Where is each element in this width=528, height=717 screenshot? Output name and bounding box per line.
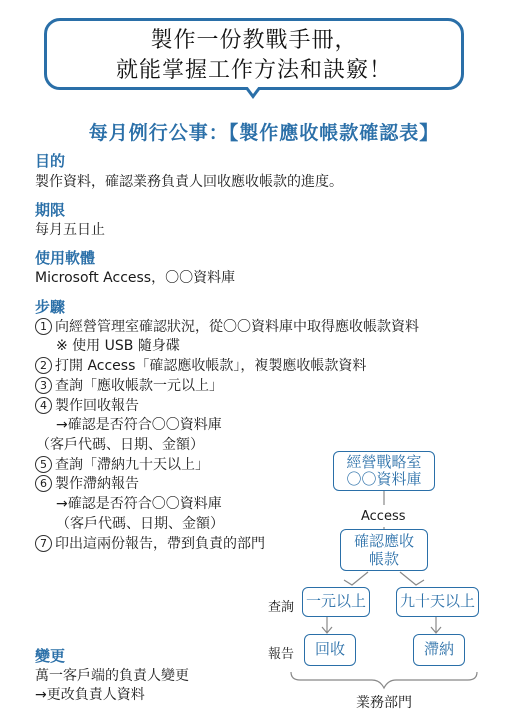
- bubble-line-1: 製作一份教戰手冊，: [150, 28, 358, 53]
- step-number: 2: [35, 357, 52, 374]
- software-heading: 使用軟體: [35, 249, 96, 267]
- report-overdue-box: 滯納: [413, 634, 465, 666]
- purpose-heading: 目的: [35, 152, 66, 170]
- change-line-1: 萬一客戶端的負責人變更: [35, 668, 189, 684]
- step-text: 查詢「滯納九十天以上」: [55, 457, 209, 473]
- step-number: 6: [35, 475, 52, 492]
- step-6-fields: （客戶代碼、日期、金額）: [56, 516, 224, 532]
- step-text: 印出這兩份報告，帶到負責的部門: [55, 536, 265, 552]
- bubble-line-2: 就能掌握工作方法和訣竅！: [115, 58, 392, 83]
- step-text: 查詢「應收帳款一元以上」: [55, 378, 223, 394]
- step-4-fields: （客戶代碼、日期、金額）: [36, 437, 204, 453]
- step-number: 3: [35, 377, 52, 394]
- confirm-label-2: 帳款: [368, 550, 399, 568]
- page-title: 每月例行公事：【製作應收帳款確認表】: [88, 122, 440, 144]
- source-label-1: 經營戰略室: [346, 453, 422, 471]
- step-text: 製作回收報告: [55, 398, 139, 414]
- step-number: 7: [35, 535, 52, 552]
- step-text: 打開 Access「確認應收帳款」，複製應收帳款資料: [55, 358, 367, 374]
- source-database-box: [333, 451, 435, 491]
- report-collection-box: 回收: [304, 634, 356, 666]
- source-label-2: 〇〇資料庫: [346, 470, 422, 488]
- step-1-note: ※ 使用 USB 隨身碟: [56, 338, 180, 354]
- confirm-receivables-box: [340, 529, 428, 571]
- query-label: 查詢: [268, 600, 295, 615]
- report-label: 報告: [268, 647, 295, 662]
- change-line-2: →更改負責人資料: [35, 687, 145, 703]
- step-number: 4: [35, 397, 52, 414]
- deadline-heading: 期限: [35, 201, 66, 219]
- purpose-text: 製作資料，確認業務負責人回收應收帳款的進度。: [35, 174, 343, 190]
- deadline-text: 每月五日止: [35, 222, 105, 238]
- step-4-check: →確認是否符合〇〇資料庫: [56, 417, 222, 433]
- step-text: 向經營管理室確認狀況，從〇〇資料庫中取得應收帳款資料: [55, 319, 419, 335]
- step-number: 5: [35, 456, 52, 473]
- steps-heading: 步驟: [35, 298, 66, 316]
- software-text: Microsoft Access，〇〇資料庫: [35, 270, 236, 286]
- query-ninety-days-box: 九十天以上: [396, 587, 479, 617]
- step-text: 製作滯納報告: [55, 476, 139, 492]
- query-one-yuan-box: 一元以上: [302, 587, 370, 617]
- confirm-label-1: 確認應收: [353, 532, 414, 550]
- step-number: 1: [35, 318, 52, 335]
- change-heading: 變更: [35, 647, 66, 665]
- step-6-check: →確認是否符合〇〇資料庫: [56, 496, 222, 512]
- access-label: Access: [361, 509, 406, 524]
- department-label: 業務部門: [356, 695, 412, 711]
